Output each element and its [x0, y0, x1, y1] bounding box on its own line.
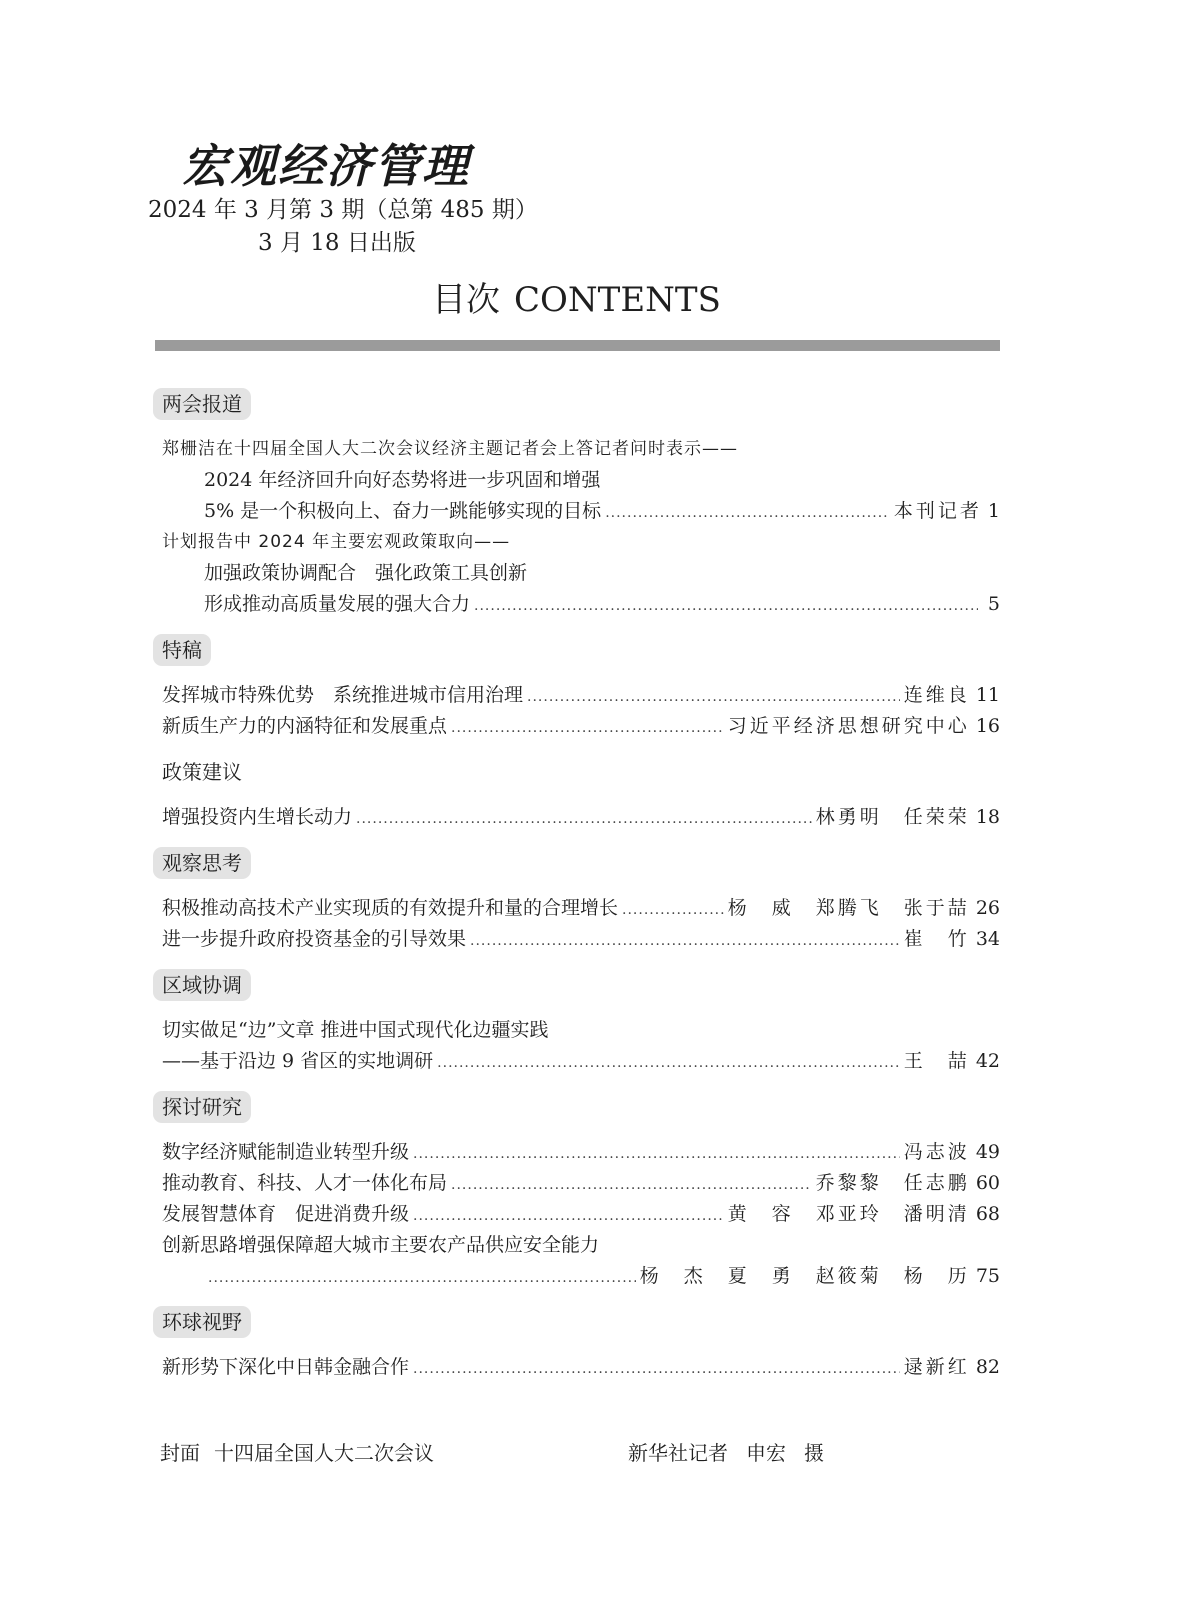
- toc-section: [162, 969, 1000, 1077]
- entry-page: 18: [975, 806, 1000, 828]
- leader-dots: [413, 1139, 900, 1170]
- entry-title: 切实做足“边”文章 推进中国式现代化边疆实践: [162, 1019, 549, 1041]
- leader-dots: [451, 713, 724, 744]
- toc-section: [162, 756, 1000, 833]
- toc-section: [162, 388, 1000, 620]
- entry-title: 积极推动高技术产业实现质的有效提升和量的合理增长: [162, 897, 619, 919]
- entry-author: 王 喆: [903, 1050, 970, 1072]
- entry-page: 16: [975, 715, 1000, 737]
- entry-title: 新质生产力的内涵特征和发展重点: [162, 715, 448, 737]
- leader-dots: [470, 926, 900, 957]
- entry-title: 加强政策协调配合 强化政策工具创新: [204, 562, 528, 584]
- toc-section: [162, 634, 1000, 742]
- entry-author: 杨 威 郑腾飞 张于喆: [727, 897, 970, 919]
- entry-author: 崔 竹: [903, 928, 970, 950]
- contents-heading: [432, 272, 721, 321]
- toc-entry[interactable]: [162, 434, 1000, 465]
- entry-page: 5: [987, 593, 1000, 615]
- entry-author: 逯新红: [903, 1356, 970, 1378]
- entry-page: 60: [975, 1172, 1000, 1194]
- entry-title: 推动教育、科技、人才一体化布局: [162, 1172, 448, 1194]
- section-label: 探讨研究: [153, 1091, 251, 1123]
- entry-author: 本刊记者: [893, 500, 982, 522]
- leader-dots: [622, 895, 724, 926]
- header-rule: [155, 340, 1000, 351]
- toc-entry[interactable]: [162, 1015, 1000, 1046]
- entry-title: 创新思路增强保障超大城市主要农产品供应安全能力: [162, 1234, 600, 1256]
- entry-page: 42: [975, 1050, 1000, 1072]
- toc-section: [162, 847, 1000, 955]
- entry-title: 计划报告中 2024 年主要宏观政策取向——: [162, 532, 511, 552]
- leader-dots: [451, 1170, 812, 1201]
- cover-note: [160, 1437, 448, 1466]
- toc-entry[interactable]: [162, 527, 1000, 558]
- entry-title: 进一步提升政府投资基金的引导效果: [162, 928, 467, 950]
- toc-entry[interactable]: [162, 1168, 1000, 1199]
- entry-page: 11: [975, 684, 1000, 706]
- section-label: 观察思考: [153, 847, 251, 879]
- entry-page: 34: [975, 928, 1000, 950]
- entry-title: 发挥城市特殊优势 系统推进城市信用治理: [162, 684, 524, 706]
- toc-entry[interactable]: [162, 680, 1000, 711]
- leader-dots: [605, 498, 890, 529]
- entry-title: 新形势下深化中日韩金融合作: [162, 1356, 410, 1378]
- toc-entry[interactable]: [162, 465, 1000, 496]
- leader-dots: [413, 1354, 900, 1385]
- toc-entry[interactable]: [162, 1199, 1000, 1230]
- section-label: 区域协调: [153, 969, 251, 1001]
- credit-action: 摄: [804, 1441, 824, 1465]
- entry-author: 林勇明 任荣荣: [815, 806, 970, 828]
- entry-page: 49: [975, 1141, 1000, 1163]
- entry-author: 黄 容 邓亚玲 潘明清: [727, 1203, 970, 1225]
- issue-line: 2024 年 3 月第 3 期（总第 485 期）: [148, 197, 538, 223]
- cover-label: 封面: [160, 1441, 200, 1465]
- entry-author: 习近平经济思想研究中心: [727, 715, 970, 737]
- entry-title: 郑栅洁在十四届全国人大二次会议经济主题记者会上答记者问时表示——: [162, 439, 738, 459]
- entry-page: 68: [975, 1203, 1000, 1225]
- entry-page: 26: [975, 897, 1000, 919]
- leader-dots: [527, 682, 900, 713]
- entry-title: 增强投资内生增长动力: [162, 806, 353, 828]
- contents-heading-en: CONTENTS: [514, 280, 721, 320]
- journal-masthead: 宏观经济管理: [182, 139, 470, 193]
- leader-dots: [208, 1263, 636, 1294]
- leader-dots: [413, 1201, 724, 1232]
- credit-name: 申宏: [746, 1441, 786, 1465]
- entry-page: 75: [975, 1265, 1000, 1287]
- entry-author: 乔黎黎 任志鹏: [815, 1172, 970, 1194]
- publish-date: 3 月 18 日出版: [258, 230, 416, 256]
- section-label: 特稿: [153, 634, 211, 666]
- toc-entry[interactable]: [162, 924, 1000, 955]
- toc-entry[interactable]: [162, 1046, 1000, 1077]
- entry-page: 82: [975, 1356, 1000, 1378]
- toc-entry[interactable]: [162, 1261, 1000, 1292]
- toc-entry[interactable]: [162, 496, 1000, 527]
- entry-title: 形成推动高质量发展的强大合力: [204, 593, 471, 615]
- entry-author: 连维良: [903, 684, 970, 706]
- toc-entry[interactable]: [162, 802, 1000, 833]
- entry-author: 冯志波: [903, 1141, 970, 1163]
- toc-entry[interactable]: [162, 558, 1000, 589]
- toc-entry[interactable]: [162, 589, 1000, 620]
- entry-author: 杨 杰 夏 勇 赵筱菊 杨 历: [639, 1265, 970, 1287]
- toc-entry[interactable]: [162, 711, 1000, 742]
- cover-credit: [628, 1437, 842, 1466]
- toc-entry[interactable]: [162, 1230, 1000, 1261]
- entry-title: 5% 是一个积极向上、奋力一跳能够实现的目标: [204, 500, 602, 522]
- cover-text: 十四届全国人大二次会议: [214, 1441, 434, 1465]
- leader-dots: [474, 591, 978, 622]
- toc-entry[interactable]: [162, 1137, 1000, 1168]
- section-label: 两会报道: [153, 388, 251, 420]
- toc-entry[interactable]: [162, 1352, 1000, 1383]
- leader-dots: [356, 804, 812, 835]
- toc-section: [162, 1091, 1000, 1292]
- toc-section: [162, 1306, 1000, 1383]
- leader-dots: [437, 1048, 900, 1079]
- toc-entry[interactable]: [162, 893, 1000, 924]
- credit-org: 新华社记者: [628, 1441, 728, 1465]
- entry-title: 2024 年经济回升向好态势将进一步巩固和增强: [204, 469, 601, 491]
- entry-title: 发展智慧体育 促进消费升级: [162, 1203, 410, 1225]
- table-of-contents: [162, 388, 1000, 1397]
- entry-title: ——基于沿边 9 省区的实地调研: [162, 1050, 434, 1072]
- entry-page: 1: [987, 500, 1000, 522]
- contents-heading-zh: 目次: [432, 280, 500, 320]
- section-label: 环球视野: [153, 1306, 251, 1338]
- entry-title: 数字经济赋能制造业转型升级: [162, 1141, 410, 1163]
- section-label: 政策建议: [162, 760, 242, 784]
